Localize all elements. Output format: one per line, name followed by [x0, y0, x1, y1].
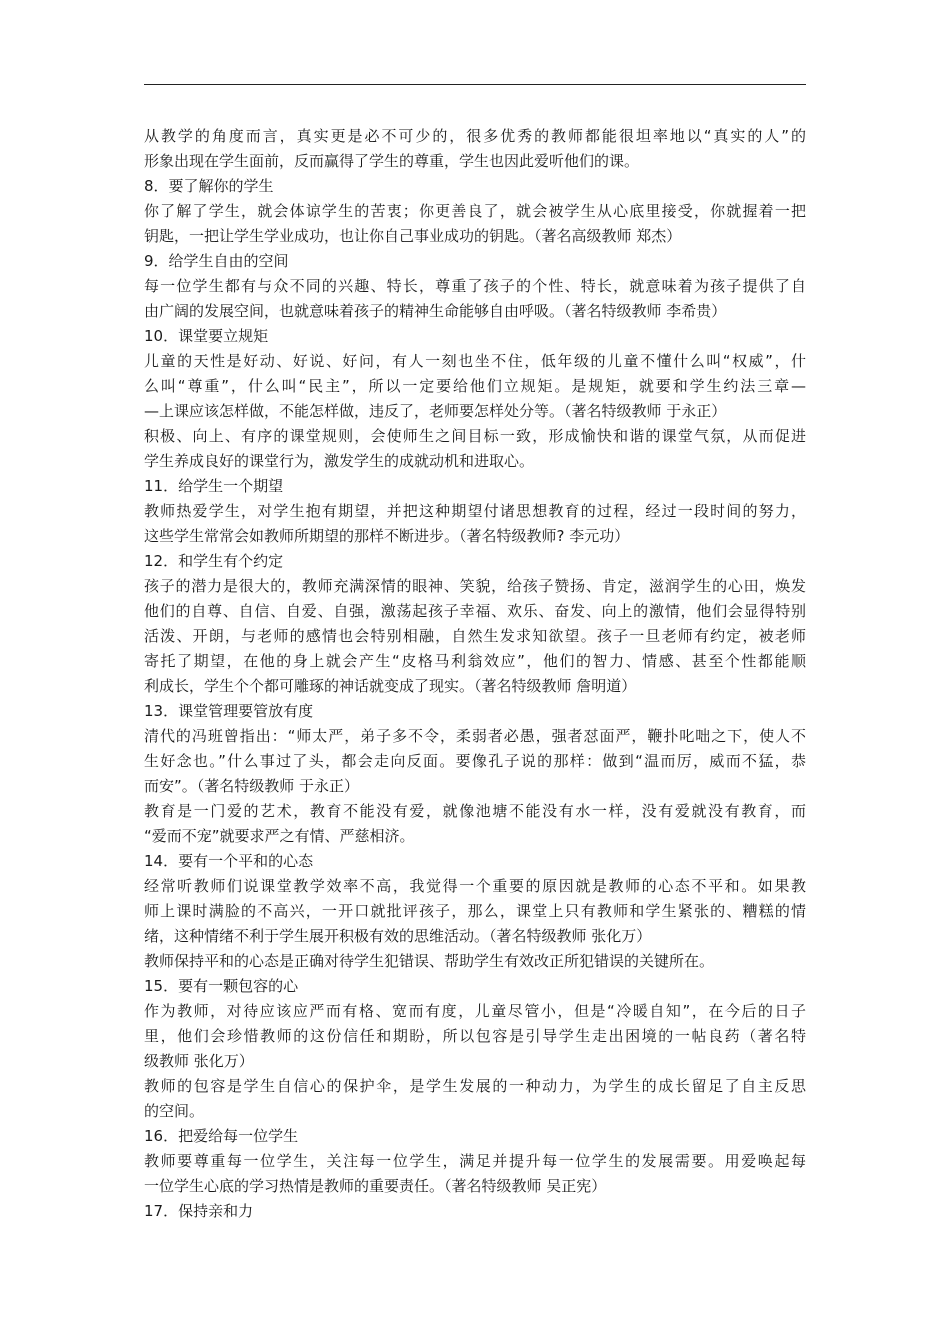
text-line: 8．要了解你的学生: [144, 177, 274, 195]
text-line: 钥匙，一把让学生学业成功，也让你自己事业成功的钥匙。（著名高级教师 郑杰）: [144, 227, 682, 245]
text-line: 由广阔的发展空间，也就意味着孩子的精神生命能够自由呼吸。（著名特级教师 李希贵）: [144, 302, 727, 320]
text-line: 师上课时满脸的不高兴，一开口就批评孩子，那么，课堂上只有教师和学生紧张的、糟糕的情: [144, 902, 806, 920]
text-line: 从教学的角度而言，真实更是必不可少的，很多优秀的教师都能很坦率地以“真实的人”的: [144, 127, 806, 145]
text-line: 绪，这种情绪不利于学生展开积极有效的思维活动。（著名特级教师 张化万）: [144, 927, 652, 945]
text-line: 教师的包容是学生自信心的保护伞，是学生发展的一种动力，为学生的成长留足了自主反思: [144, 1077, 806, 1095]
text-line: “爱而不宠”就要求严之有情、严慈相济。: [144, 827, 415, 845]
text-line: 生好念也。”什么事过了头，都会走向反面。要像孔子说的那样：做到“温而厉，威而不猛，恭: [144, 752, 806, 770]
text-line: 13．课堂管理要管放有度: [144, 702, 314, 720]
text-line: 学生养成良好的课堂行为，激发学生的成就动机和进取心。: [144, 452, 535, 470]
text-line: 作为教师，对待应该应严而有格、宽而有度，儿童尽管小，但是“冷暖自知”，在今后的日子: [144, 1002, 806, 1020]
text-line: 积极、向上、有序的课堂规则，会使师生之间目标一致，形成愉快和谐的课堂气氛，从而促进: [144, 427, 806, 445]
text-line: 他们的自尊、自信、自爱、自强，激荡起孩子幸福、欢乐、奋发、向上的激情，他们会显得特别: [144, 602, 806, 620]
document-body: [144, 124, 806, 1224]
text-line: 么叫“尊重”，什么叫“民主”，所以一定要给他们立规矩。是规矩，就要和学生约法三章—: [144, 377, 806, 395]
header-rule: [144, 84, 806, 85]
text-line: 级教师 张化万）: [144, 1052, 254, 1070]
text-line: 寄托了期望，在他的身上就会产生“皮格马利翁效应”，他们的智力、情感、甚至个性都能顺: [144, 652, 806, 670]
text-line: 里，他们会珍惜教师的这份信任和期盼，所以包容是引导学生走出困境的一帖良药（著名特: [144, 1027, 806, 1045]
text-line: 教育是一门爱的艺术，教育不能没有爱，就像池塘不能没有水一样，没有爱就没有教育，而: [144, 802, 806, 820]
text-line: 14．要有一个平和的心态: [144, 852, 314, 870]
text-line: 而安”。（著名特级教师 于永正）: [144, 777, 360, 795]
text-line: 11．给学生一个期望: [144, 477, 284, 495]
text-line: 15．要有一颗包容的心: [144, 977, 299, 995]
text-line: —上课应该怎样做，不能怎样做，违反了，老师要怎样处分等。（著名特级教师 于永正）: [144, 402, 727, 420]
text-line: 孩子的潜力是很大的，教师充满深情的眼神、笑貌，给孩子赞扬、肯定，滋润学生的心田，焕发: [144, 577, 806, 595]
text-line: 教师热爱学生，对学生抱有期望，并把这种期望付诸思想教育的过程，经过一段时间的努力，: [144, 502, 806, 520]
text-line: 利成长，学生个个都可雕琢的神话就变成了现实。（著名特级教师 詹明道）: [144, 677, 637, 695]
text-line: 一位学生心底的学习热情是教师的重要责任。（著名特级教师 吴正宪）: [144, 1177, 607, 1195]
text-line: 12．和学生有个约定: [144, 552, 284, 570]
text-line: 9．给学生自由的空间: [144, 252, 289, 270]
text-line: 的空间。: [144, 1102, 205, 1120]
text-line: 活泼、开朗，与老师的感情也会特别相融，自然生发求知欲望。孩子一旦老师有约定，被老师: [144, 627, 806, 645]
text-line: 你了解了学生，就会体谅学生的苦衷；你更善良了，就会被学生从心底里接受，你就握着一把: [144, 202, 806, 220]
text-line: 10．课堂要立规矩: [144, 327, 269, 345]
text-line: 这些学生常常会如教师所期望的那样不断进步。（著名特级教师? 李元功）: [144, 527, 630, 545]
text-line: 教师要尊重每一位学生，关注每一位学生，满足并提升每一位学生的发展需要。用爱唤起每: [144, 1152, 806, 1170]
text-line: 清代的冯班曾指出：“师太严，弟子多不令，柔弱者必愚，强者怼面严，鞭扑叱咄之下，使人不: [144, 727, 806, 745]
text-line: 教师保持平和的心态是正确对待学生犯错误、帮助学生有效改正所犯错误的关键所在。: [144, 952, 715, 970]
text-line: 17．保持亲和力: [144, 1202, 254, 1220]
text-line: 每一位学生都有与众不同的兴趣、特长，尊重了孩子的个性、特长，就意味着为孩子提供了自: [144, 277, 806, 295]
text-line: 16．把爱给每一位学生: [144, 1127, 299, 1145]
text-line: 形象出现在学生面前，反而赢得了学生的尊重，学生也因此爱听他们的课。: [144, 152, 640, 170]
text-line: 儿童的天性是好动、好说、好问，有人一刻也坐不住，低年级的儿童不懂什么叫“权威”，什: [144, 352, 806, 370]
text-line: 经常听教师们说课堂教学效率不高，我觉得一个重要的原因就是教师的心态不平和。如果教: [144, 877, 806, 895]
